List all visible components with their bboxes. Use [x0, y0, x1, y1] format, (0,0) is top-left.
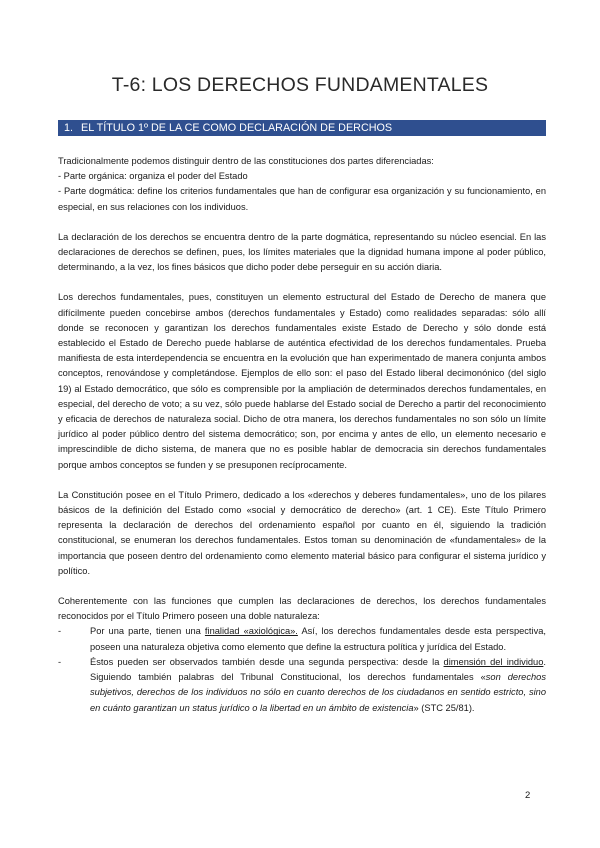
- list-dash: -: [58, 656, 62, 667]
- paragraph-3: Los derechos fundamentales, pues, constituyen un elemento estructural del Estado de Derecho de manera que difícilmente pueden concebirse ambos (derechos fundamentales y Estado) como realidades separadas: sólo allí donde se reconocen y garantizan los derechos fundamentales existe Estado de Derecho y sólo donde está establecido el Estado de Derecho puede hablarse de auténtica efectividad de los derechos fundamentales. Prueba manifiesta de esta interdependencia se encuentra en la evolución que han experimentado de manera conjunta ambos conceptos, renovándose y completándose. Ejemplos de ello son: el paso del Estado liberal decimonónico (del siglo 19) al Estado democrático, que sólo es comprensible por la ampliación de determinados derechos fundamentales, en especial, del derecho de voto; a su vez, sólo puede hablarse del Estado social de Derecho a partir del reconocimiento y eficacia de derechos de naturaleza social. Dicho de otra manera, los derechos fundamentales no son sólo un límite jurídico al poder público dentro del sistema democrático; son, por encima y antes de ello, un elemento necesario e imprescindible de dicho sistema, de manera que no es posible hablar de democracia sin derechos fundamentales porque ambos conceptos se funden y se presuponen recíprocamente.: [58, 292, 546, 470]
- page-number: 2: [525, 790, 531, 801]
- list-item-axiological: [58, 624, 546, 654]
- page-title: T-6: LOS DERECHOS FUNDAMENTALES: [111, 74, 489, 96]
- nature-list: [58, 624, 546, 715]
- intro-dogmatic-part: - Parte dogmática: define los criterios fundamentales que han de configurar esa organización y su funcionamiento, en especial, en sus relaciones con los individuos.: [58, 186, 546, 212]
- bullet2-middle: . Siguiendo también palabras del Tribunal Constitucional, los derechos fundamentales «: [90, 656, 546, 683]
- document-body: [58, 154, 546, 716]
- paragraph-5: Coherentemente con las funciones que cumplen las declaraciones de derechos, los derechos fundamentales reconocidos por el Título Primero poseen una doble naturaleza:: [58, 596, 546, 622]
- section-label: EL TÍTULO 1º DE LA CE COMO DECLARACIÓN DE DERCHOS: [81, 122, 393, 134]
- bullet2-before: Éstos pueden ser observados también desde una segunda perspectiva: desde la: [90, 656, 444, 667]
- bullet1-before: Por una parte, tienen una: [90, 626, 205, 637]
- section-heading: [58, 120, 546, 136]
- paragraph-4: La Constitución posee en el Título Primero, dedicado a los «derechos y deberes fundamentales», uno de los pilares básicos de la definición del Estado como «social y democrático de derecho» (art. 1 CE). Este Título Primero representa la declaración de derechos del ordenamiento español por cuanto en él, siguiendo la tradición constitucional, se enumeran los derechos fundamentales. Estos toman su denominación de «fundamentales» de la importancia que poseen dentro del ordenamiento como elemento material básico para configurar el sistema jurídico y político.: [58, 489, 546, 576]
- bullet2-underlined: dimensión del individuo: [443, 656, 544, 667]
- list-item-individual: [58, 655, 546, 716]
- list-dash: -: [58, 626, 62, 637]
- intro-paragraph: [58, 154, 546, 215]
- bullet1-underlined: finalidad «axiológica».: [204, 626, 298, 637]
- intro-line: Tradicionalmente podemos distinguir dentro de las constituciones dos partes diferenciadas:: [58, 156, 434, 166]
- bullet2-quote: son derechos subjetivos, derechos de los individuos no sólo en cuanto derechos de los ciudadanos en sentido estricto, sino en cuánto garantizan un status jurídico o la libertad en un ámbito de existencia: [90, 672, 546, 713]
- intro-organic-part: - Parte orgánica: organiza el poder del Estado: [58, 171, 248, 182]
- bullet1-after: Así, los derechos fundamentales desde esta perspectiva, poseen una naturaleza objetiva como elemento que define la estructura política y jurídica del Estado.: [90, 626, 546, 652]
- bullet2-after: » (STC 25/81).: [413, 702, 475, 713]
- paragraph-2: La declaración de los derechos se encuentra dentro de la parte dogmática, representando su núcleo esencial. En las declaraciones de derechos se definen, pues, los límites materiales que la dignidad humana impone al poder público, determinando, a la vez, los fines básicos que dicho poder debe perseguir en su acción diaria.: [58, 231, 546, 273]
- section-number: 1.: [64, 122, 74, 134]
